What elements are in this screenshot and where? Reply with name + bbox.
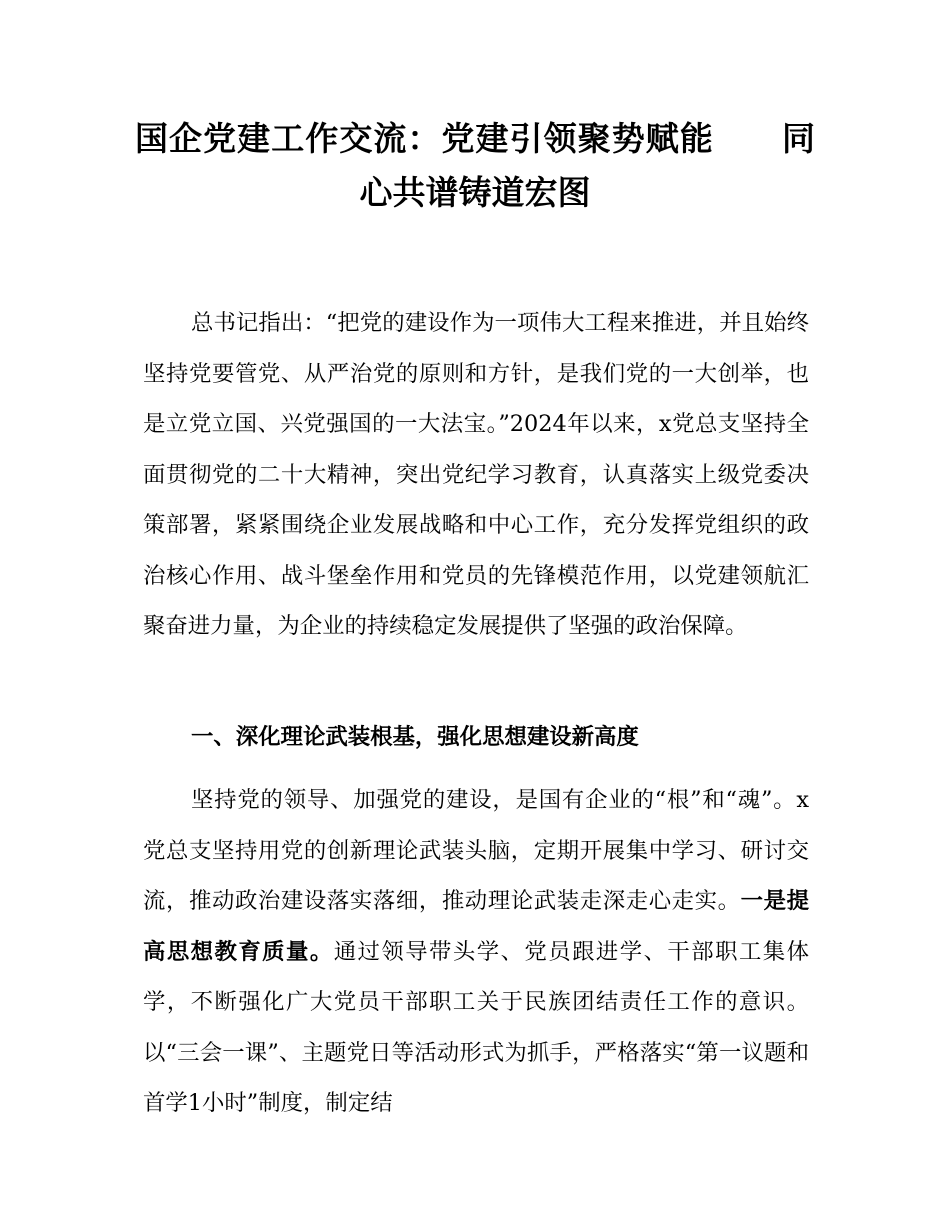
title-line-2: 心共谱铸道宏图	[359, 173, 591, 212]
intro-paragraph: 总书记指出：“把党的建设作为一项伟大工程来推进，并且始终坚持党要管党、从严治党的原则和方针，是我们党的一大创举，也是立党立国、兴党强国的一大法宝。”2024年以来，x党总支坚持全面贯彻党的二十大精神，突出党纪学习教育，认真落实上级党委决策部署，紧紧围绕企业发展战略和中心工作，充分发挥党组织的政治核心作用、战斗堡垒作用和党员的先锋模范作用，以党建领航汇聚奋进力量，为企业的持续稳定发展提供了坚强的政治保障。	[143, 310, 809, 639]
paragraph-text-continued: 通过领导带头学、党员跟进学、干部职工集体学，不断强化广大党员干部职工关于民族团结责任工作的意识。以“三会一课”、主题党日等活动形式为抓手，严格落实“第一议题和首学1小时”制度，制定结	[143, 938, 810, 1116]
paragraph-text: 坚持党的领导、加强党的建设，是国有企业的“根”和“魂”。x党总支坚持用党的创新理论武装头脑，定期开展集中学习、研讨交流，推动政治建设落实落细，推动理论武装走深走心走实。	[143, 787, 809, 914]
section-1-paragraph	[143, 775, 809, 1129]
document-title	[135, 112, 815, 220]
section-heading-1: 一、深化理论武装根基，强化思想建设新高度	[191, 724, 639, 750]
title-line-1: 国企党建工作交流：党建引领聚势赋能 同	[135, 119, 815, 158]
paragraph-bold-point: 一是提高思想教育质量。	[143, 888, 810, 965]
